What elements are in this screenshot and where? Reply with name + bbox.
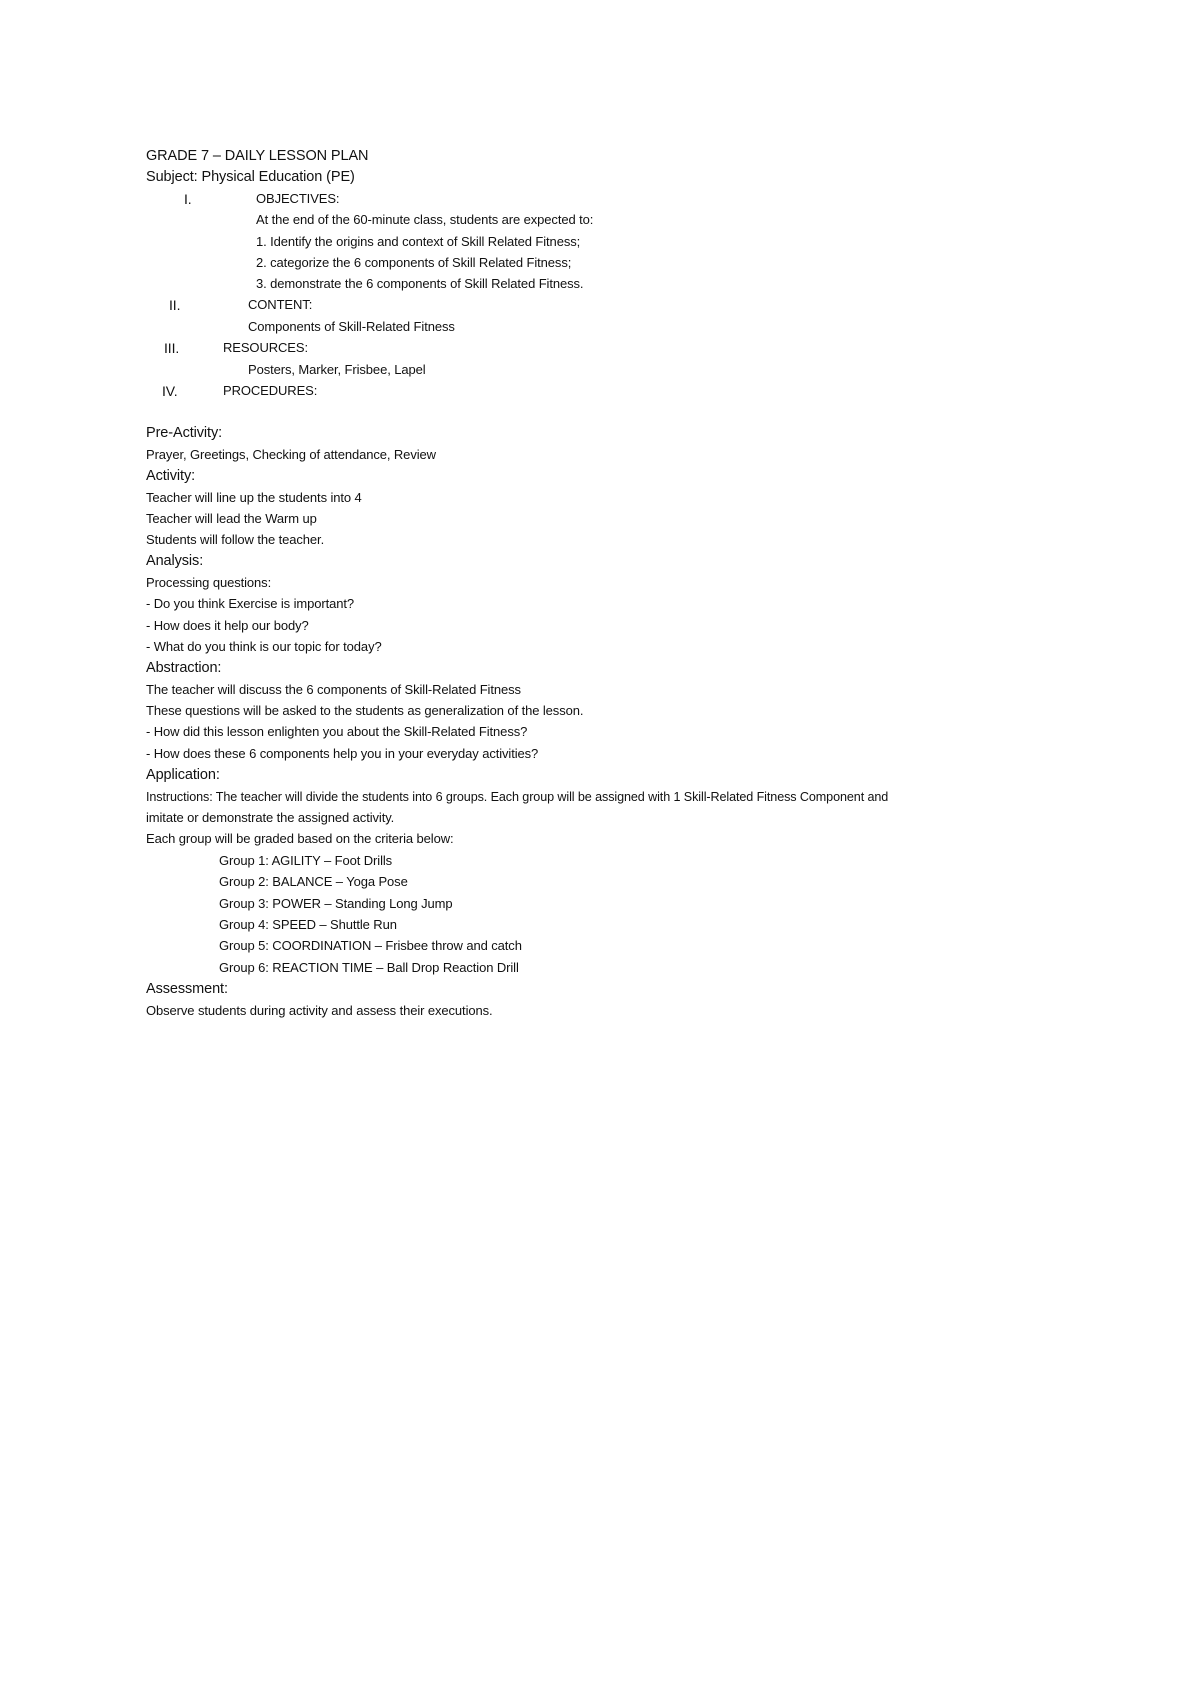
group-item: Group 4: SPEED – Shuttle Run bbox=[219, 917, 397, 932]
application-line: Instructions: The teacher will divide the students into 6 groups. Each group will be assigned with 1 Skill-Related Fitness Component and bbox=[146, 790, 889, 804]
application-heading: Application: bbox=[146, 767, 220, 783]
objectives-intro: At the end of the 60-minute class, students are expected to: bbox=[256, 212, 594, 227]
abstraction-line: - How does these 6 components help you in your everyday activities? bbox=[146, 746, 539, 761]
resources-numeral: III. bbox=[164, 340, 180, 356]
abstraction-heading: Abstraction: bbox=[146, 660, 222, 676]
objectives-numeral: I. bbox=[184, 191, 192, 207]
objective-item: 3. demonstrate the 6 components of Skill Related Fitness. bbox=[256, 276, 584, 291]
abstraction-line: These questions will be asked to the students as generalization of the lesson. bbox=[146, 703, 584, 718]
activity-heading: Activity: bbox=[146, 468, 196, 484]
activity-line: Teacher will lead the Warm up bbox=[146, 511, 317, 526]
analysis-heading: Analysis: bbox=[146, 553, 204, 569]
content-heading: CONTENT: bbox=[248, 297, 313, 312]
assessment-text: Observe students during activity and assess their executions. bbox=[146, 1003, 493, 1018]
content-text: Components of Skill-Related Fitness bbox=[248, 319, 455, 334]
content-numeral: II. bbox=[169, 297, 181, 313]
activity-line: Students will follow the teacher. bbox=[146, 532, 325, 547]
activity-line: Teacher will line up the students into 4 bbox=[146, 490, 362, 505]
application-line: Each group will be graded based on the criteria below: bbox=[146, 831, 454, 846]
document-title: GRADE 7 – DAILY LESSON PLAN bbox=[146, 148, 369, 164]
group-item: Group 5: COORDINATION – Frisbee throw and catch bbox=[219, 938, 522, 953]
analysis-line: - Do you think Exercise is important? bbox=[146, 596, 354, 611]
objectives-heading: OBJECTIVES: bbox=[256, 191, 340, 206]
analysis-line: - What do you think is our topic for today? bbox=[146, 639, 382, 654]
resources-heading: RESOURCES: bbox=[223, 340, 308, 355]
group-item: Group 1: AGILITY – Foot Drills bbox=[219, 853, 393, 868]
subject-line: Subject: Physical Education (PE) bbox=[146, 169, 355, 185]
application-line: imitate or demonstrate the assigned activity. bbox=[146, 810, 395, 825]
resources-text: Posters, Marker, Frisbee, Lapel bbox=[248, 362, 426, 377]
procedures-numeral: IV. bbox=[162, 383, 178, 399]
analysis-line: Processing questions: bbox=[146, 575, 272, 590]
group-item: Group 6: REACTION TIME – Ball Drop Reaction Drill bbox=[219, 960, 519, 975]
objective-item: 2. categorize the 6 components of Skill Related Fitness; bbox=[256, 255, 572, 270]
analysis-line: - How does it help our body? bbox=[146, 618, 309, 633]
abstraction-line: - How did this lesson enlighten you about the Skill-Related Fitness? bbox=[146, 724, 528, 739]
procedures-heading: PROCEDURES: bbox=[223, 383, 318, 398]
objective-item: 1. Identify the origins and context of Skill Related Fitness; bbox=[256, 234, 581, 249]
pre-activity-text: Prayer, Greetings, Checking of attendance, Review bbox=[146, 447, 436, 462]
assessment-heading: Assessment: bbox=[146, 981, 228, 997]
pre-activity-heading: Pre-Activity: bbox=[146, 425, 223, 441]
group-item: Group 3: POWER – Standing Long Jump bbox=[219, 896, 453, 911]
group-item: Group 2: BALANCE – Yoga Pose bbox=[219, 874, 408, 889]
abstraction-line: The teacher will discuss the 6 components of Skill-Related Fitness bbox=[146, 682, 521, 697]
